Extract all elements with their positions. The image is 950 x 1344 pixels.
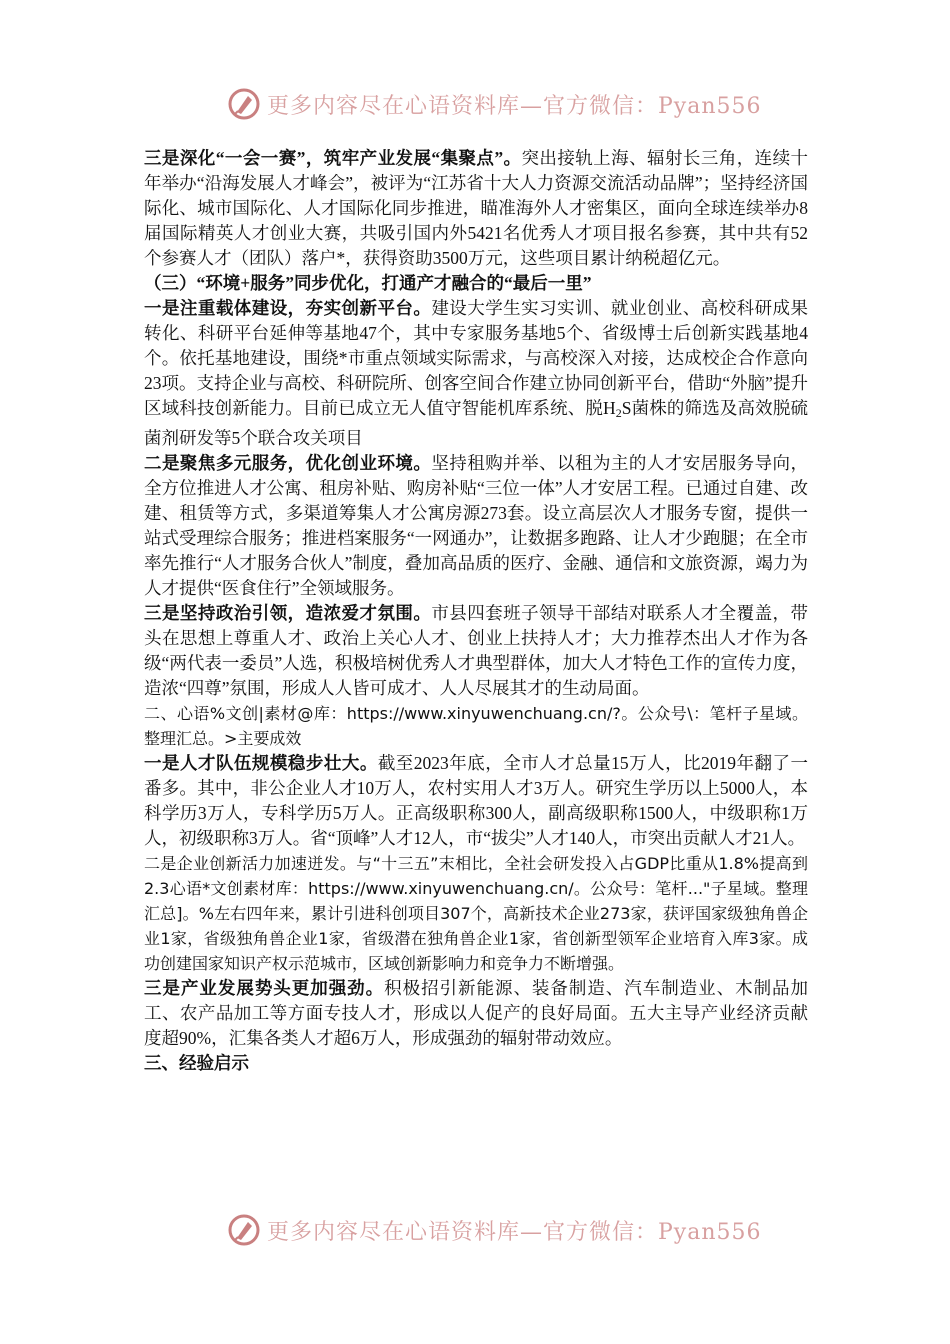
- paragraph: [144, 751, 808, 851]
- subscript: 2: [615, 406, 622, 420]
- section-heading: （三）“环境+服务”同步优化，打通产才融合的“最后一里”: [144, 273, 592, 293]
- paragraph: [144, 976, 808, 1051]
- paragraph-lead: 三是产业发展势头更加强劲。: [144, 978, 385, 998]
- watermark-text: 更多内容尽在心语资料库—官方微信：Pyan556: [267, 93, 762, 119]
- paragraph: 二是企业创新活力加速迸发。与“十三五”末相比，全社会研发投入占GDP比重从1.8%提高到2.3心语*文创素材库：https://www.xinyuwenchuang.cn/。公众号：笔杆..."子星域。整理汇总]。%左右四年来，累计引进科创项目307个，高新技术企业273家，获评国家级独角兽企业1家，省级独角兽企业1家，省级潜在独角兽企业1家，省创新型领军企业培育入库3家。成功创建国家知识产权示范城市，区域创新影响力和竞争力不断增强。: [144, 854, 808, 973]
- paragraph-lead: 三是坚持政治引领，造浓爱才氛围。: [144, 603, 432, 623]
- watermark-text: 更多内容尽在心语资料库—官方微信：Pyan556: [267, 1219, 762, 1245]
- paragraph: [144, 601, 808, 701]
- pen-nib-logo-icon: [227, 1213, 261, 1247]
- paragraph-lead: 一是人才队伍规模稳步壮大。: [144, 753, 378, 773]
- paragraph-body: 突出接轨上海、辐射长三角，连续十年举办“沿海发展人才峰会”，被评为“江苏省十大人力资源交流活动品牌”；坚持经济国际化、城市国际化、人才国际化同步推进，瞄准海外人才密集区，面向全球连续举办8届国际精英人才创业大赛，共吸引国内外5421名优秀人才项目报名参赛，其中共有52个参赛人才（团队）落户*，获得资助3500万元，这些项目累计纳税超亿元。: [144, 148, 809, 268]
- paragraph-body: 截至2023年底，全市人才总量15万人，比2019年翻了一番多。其中，非公企业人才10万人，农村实用人才3万人。研究生学历以上5000人，本科学历3万人，专科学历5万人。正高级职称300人，副高级职称1500人，中级职称1万人，初级职称3万人。省“顶峰”人才12人，市“拔尖”人才140人，市突出贡献人才21人。: [144, 753, 809, 848]
- paragraph-body: 积极招引新能源、装备制造、汽车制造业、木制品加工、农产品加工等方面专技人才，形成以人促产的良好局面。五大主导产业经济贡献度超90%，汇集各类人才超6万人，形成强劲的辐射带动效应。: [144, 978, 809, 1048]
- section-heading: 二、心语%文创|素材@库：https://www.xinyuwenchuang.cn/?。公众号\：笔杆子星域。整理汇总。>主要成效: [144, 704, 808, 748]
- paragraph: [144, 451, 808, 601]
- section-heading: 三、经验启示: [144, 1053, 249, 1073]
- header-watermark: [227, 84, 762, 124]
- paragraph-lead: 二是聚焦多元服务，优化创业环境。: [144, 453, 432, 473]
- document-body: [144, 146, 808, 1076]
- paragraph-body: 市县四套班子领导干部结对联系人才全覆盖，带头在思想上尊重人才、政治上关心人才、创业上扶持人才；大力推荐杰出人才作为各级“两代表一委员”人选，积极培树优秀人才典型群体，加大人才特色工作的宣传力度，造浓“四尊”氛围，形成人人皆可成才、人人尽展其才的生动局面。: [144, 603, 809, 698]
- paragraph-lead: 三是深化“一会一赛”，筑牢产业发展“集聚点”。: [144, 148, 522, 168]
- pen-nib-logo-icon: [227, 87, 261, 121]
- paragraph-body: S菌株的筛选及高效脱硫菌剂研发等5个联合攻关项目: [144, 398, 808, 448]
- paragraph-lead: 一是注重载体建设，夯实创新平台。: [144, 298, 432, 318]
- footer-watermark: [227, 1210, 762, 1250]
- paragraph-body: 建设大学生实习实训、就业创业、高校科研成果转化、科研平台延伸等基地47个，其中专家服务基地5个、省级博士后创新实践基地4个。依托基地建设，围绕*市重点领域实际需求，与高校深入对接，达成校企合作意向23项。支持企业与高校、科研院所、创客空间合作建立协同创新平台，借助“外脑”提升区域科技创新能力。目前已成立无人值守智能机库系统、脱H: [144, 298, 809, 418]
- paragraph-body: 坚持租购并举、以租为主的人才安居服务导向，全方位推进人才公寓、租房补贴、购房补贴“三位一体”人才安居工程。已通过自建、改建、租赁等方式，多渠道筹集人才公寓房源273套。设立高层次人才服务专窗，提供一站式受理综合服务；推进档案服务“一网通办”，让数据多跑路、让人才少跑腿；在全市率先推行“人才服务合伙人”制度，叠加高品质的医疗、金融、通信和文旅资源，竭力为人才提供“医食住行”全领域服务。: [144, 453, 809, 598]
- paragraph: [144, 146, 808, 271]
- paragraph: [144, 296, 808, 451]
